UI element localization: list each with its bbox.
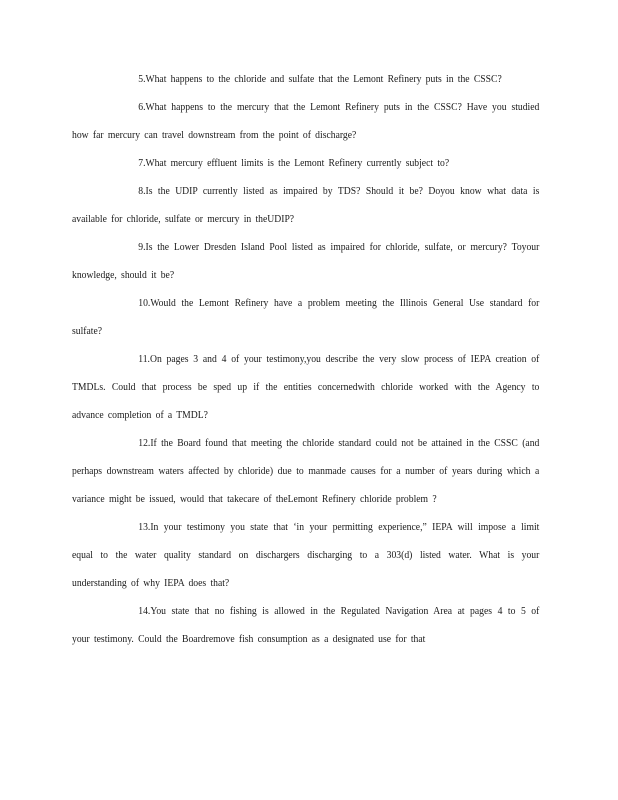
question-number: 9.: [138, 242, 146, 253]
question-text: Is the UDIP currently listed as impaired by TDS? Should it be? Doyou know what data is available for chloride, sulfate or mercury in theUDIP?: [72, 186, 540, 225]
question-number: 10.: [138, 298, 151, 309]
question-11: [72, 346, 539, 430]
question-10: [72, 290, 539, 346]
question-text: If the Board found that meeting the chloride standard could not be attained in the CSSC (and perhaps downstream waters affected by chloride) due to manmade causes for a number of years during which a variance might be issued, would that takecare of theLemont Refinery chloride problem ?: [72, 438, 540, 505]
question-text: In your testimony you state that ‘in your permitting experience,” IEPA will impose a limit equal to the water quality standard on dischargers discharging to a 303(d) listed water. What is your understanding of why IEPA does that?: [72, 522, 540, 589]
question-text: What happens to the chloride and sulfate that the Lemont Refinery puts in the CSSC?: [145, 74, 502, 85]
question-13: [72, 514, 539, 598]
question-number: 12.: [138, 438, 151, 449]
question-text: Would the Lemont Refinery have a problem meeting the Illinois General Use standard for sulfate?: [72, 298, 540, 337]
question-text: Is the Lower Dresden Island Pool listed as impaired for chloride, sulfate, or mercury? Toyour knowledge, should it be?: [72, 242, 540, 281]
question-number: 8.: [138, 186, 146, 197]
question-number: 7.: [138, 158, 146, 169]
question-7: [72, 150, 539, 178]
question-text: What happens to the mercury that the Lemont Refinery puts in the CSSC? Have you studied how far mercury can travel downstream from the point of discharge?: [72, 102, 540, 141]
question-text: You state that no fishing is allowed in the Regulated Navigation Area at pages 4 to 5 of your testimony. Could the Boardremove fish consumption as a designated use for that: [72, 606, 540, 645]
question-14: [72, 598, 539, 654]
question-12: [72, 430, 539, 514]
question-text: On pages 3 and 4 of your testimony,you describe the very slow process of IEPA creation of TMDLs. Could that process be sped up if the entities concernedwith chloride worked with the Agency to advance completion of a TMDL?: [72, 354, 540, 421]
question-number: 13.: [138, 522, 151, 533]
question-text: What mercury effluent limits is the Lemont Refinery currently subject to?: [145, 158, 450, 169]
question-number: 14.: [138, 606, 151, 617]
question-6: [72, 94, 539, 150]
question-5: [72, 66, 539, 94]
question-list: [72, 66, 540, 654]
question-number: 11.: [138, 354, 150, 365]
question-8: [72, 178, 539, 234]
question-number: 5.: [138, 74, 146, 85]
question-number: 6.: [138, 102, 146, 113]
question-9: [72, 234, 539, 290]
